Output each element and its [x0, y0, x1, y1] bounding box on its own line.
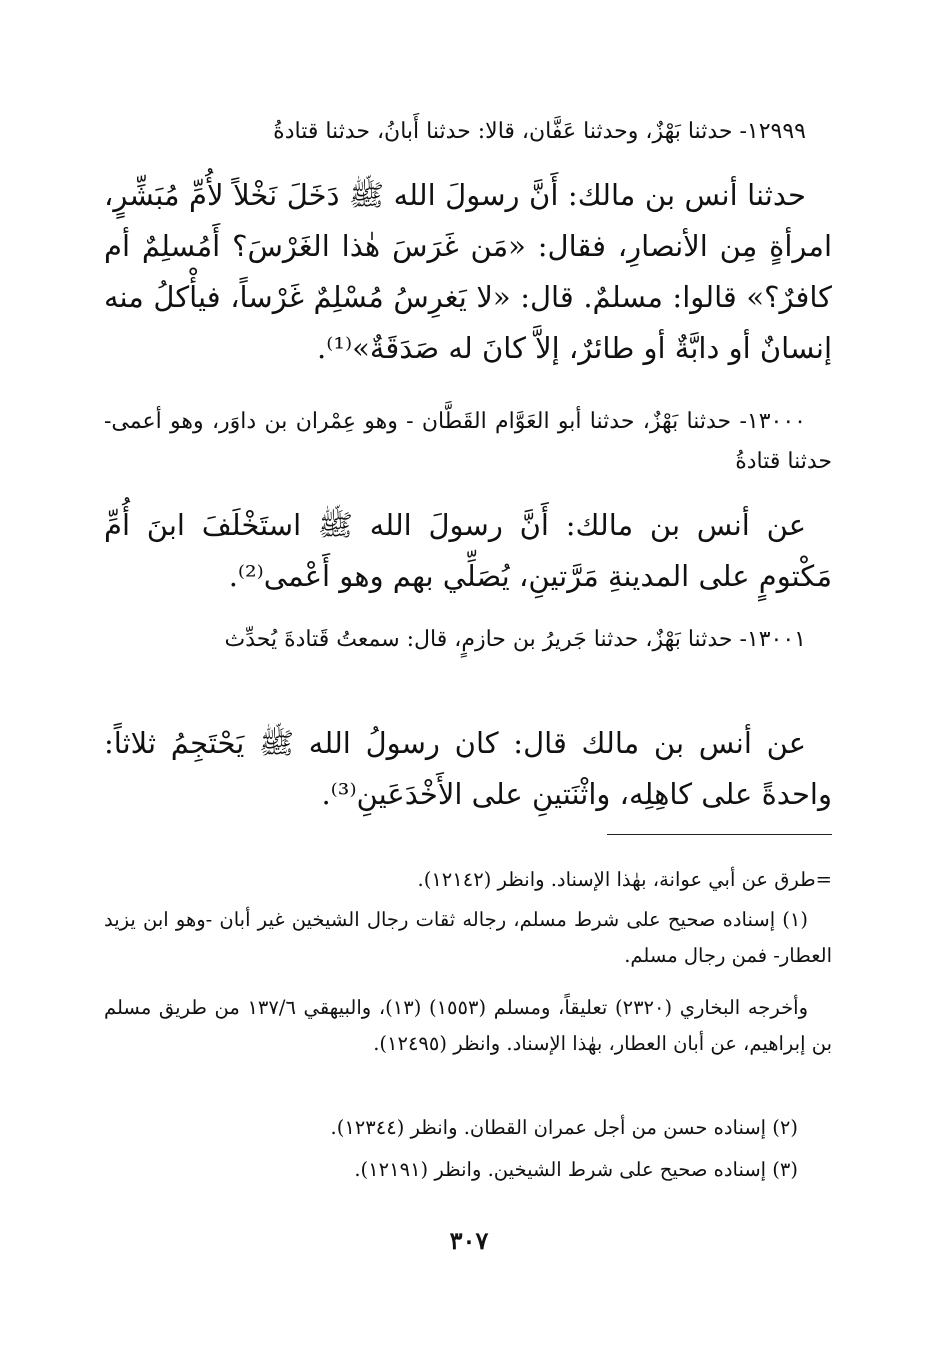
hadith-13000-matn: عن أنس بن مالك: أَنَّ رسولَ الله ﷺ استَخْلَفَ ابنَ أُمِّ مَكْتومٍ على المدينةِ مَرَّتينِ، يُصَلِّي بهم وهو أَعْمى⁽²⁾. — [104, 508, 832, 593]
footnote-1-continued: وأخرجه البخاري (٢٣٢٠) تعليقاً، ومسلم (١٥٥٣) (١٣)، والبيهقي ١٣٧/٦ من طريق مسلم بن إبراهيم، عن أبان العطار، بهٰذا الإسناد. وانظر (١٢٤٩٥). — [104, 996, 832, 1055]
footnote-separator — [607, 834, 832, 835]
hadith-13001-matn: عن أنس بن مالك قال: كان رسولُ الله ﷺ يَحْتَجِمُ ثلاثاً: واحدةً على كاهِلِه، واثْنَتينِ على الأَخْدَعَينِ⁽³⁾. — [104, 726, 832, 811]
footnote-1: (١) إسناده صحيح على شرط مسلم، رجاله ثقات رجال الشيخين غير أبان -وهو ابن يزيد العطار- فمن رجال مسلم. — [104, 908, 832, 967]
hadith-12999-isnad: ١٢٩٩٩- حدثنا بَهْزٌ، وحدثنا عَفَّان، قالا: حدثنا أَبانُ، حدثنا قتادةُ — [273, 119, 806, 144]
footnote-3: (٣) إسناده صحيح على شرط الشيخين. وانظر (١٢١٩١). — [354, 1158, 798, 1181]
page-number: ٣٠٧ — [449, 1226, 489, 1255]
hadith-13001-isnad: ١٣٠٠١- حدثنا بَهْزٌ، حدثنا جَريرُ بن حازمٍ، قال: سمعتُ قَتادةَ يُحدِّث — [224, 627, 806, 652]
hadith-12999-matn: حدثنا أنس بن مالك: أَنَّ رسولَ الله ﷺ دَخَلَ نَخْلاً لأُمِّ مُبَشِّرٍ، امرأةٍ مِن الأنصارِ، فقال: «مَن غَرَسَ هٰذا الغَرْسَ؟ أَمُسلِمٌ أم كافرٌ؟» قالوا: مسلمٌ. قال: «لا يَغرِسُ مُسْلِمٌ غَرْساً، فيأْكلُ منه إنسانٌ أو دابَّةٌ أو طائرٌ، إلاَّ كانَ له صَدَقَةٌ»⁽¹⁾. — [104, 178, 832, 365]
footnote-continuation: =طرق عن أبي عوانة، بهٰذا الإسناد. وانظر (١٢١٤٢). — [417, 868, 832, 891]
hadith-13000-isnad: ١٣٠٠٠- حدثنا بَهْزٌ، حدثنا أبو العَوَّام القَطَّان - وهو عِمْران بن داوَر، وهو أعمى- حدثنا قتادةُ — [104, 409, 832, 474]
footnote-2: (٢) إسناده حسن من أجل عمران القطان. وانظر (١٢٣٤٤). — [330, 1116, 798, 1139]
